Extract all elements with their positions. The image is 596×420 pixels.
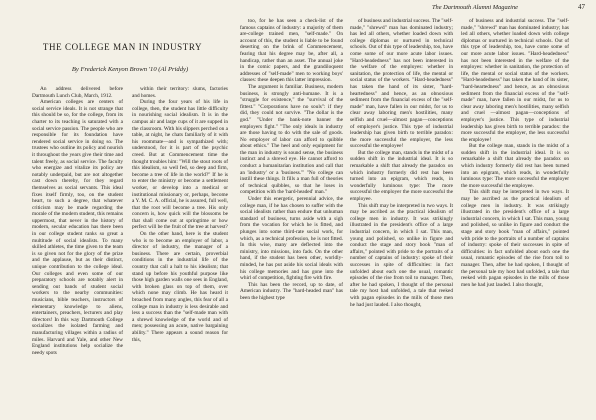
- paragraph: American colleges are centers of social service ideals. It is not strange that this should be so, for the college, from its charter to its teaching is saturated with a social service passion. The people who are responsible for its foundation have rendered social service in doing so. The trustees who outline its policy and nourish it throughout the years give their time and talent freely, as social service. The faculty who energize and vitalize its policy are notably underpaid, but are not altogether cast down thereby, for they regard themselves as social servants. This ideal fixes itself firmly, too, on the student heart, to such a degree, that whatever criticism may be made regarding the morale of the modern student, this remains uppermost, that never in the history of modern, secular education has there been in our college student ranks so great a multitude of social idealists. To many skilled athletes, the time given to the team is so given not for the glory of the prize and the applause, but as their distinct, unique contribution to the college ideal. Our colleges and even some of our preparatory schools are notably alert in sending out bands of student social workers to the nearby communities: musicians, bible teachers, instructors of elementary knowledge to aliens, entertainers, preachers, lecturers and play directors! In this way Dartmouth College socializes the isolated farming and manufacturing villages within a radius of miles. Harvard and Yale, and other New England institutions help socialize the needy spots: [32, 99, 123, 356]
- text-column-1: [32, 86, 123, 416]
- article-byline: By Frederick Kenyon Brown '10 (Al Priddy): [71, 66, 189, 73]
- text-column-4: [350, 18, 453, 416]
- text-column-2: [132, 86, 228, 416]
- paragraph: Under this energetic, perennial advice, the college man, if he has chosen to suffer with the social idealists rather than endure that unhuman standard of business, turns aside with a sigh from the vocation for which he is fitted, and plunges into some third-rate social work, for which, as a technical profession, he is not fitted. In this wise, many are deflected into the ministry, into missions, into fads. On the other hand, if the student has been other, worldly-minded, he has put aside his social ideals with his college memories and has gone into the whirl of competition, fighting fire with fire.: [240, 196, 343, 282]
- paragraph: But the college man, stands in the midst of a sudden shift in the industrial ideal. It is so remarkable a shift that already the paradox on which industry formerly did rest has been turned into an epigram, which reads, in wonderfully luminous type: The more successful the employer the more successful the employee.: [350, 149, 453, 203]
- paragraph: This has been the record, up to date, of American industry. The "hard-headed man" has been the highest type: [240, 281, 343, 301]
- paragraph: This shift may be interpreted in two ways. It may be ascribed as the practical idealism of college men in industry. It was strikingly illustrated in the president's office of a large industrial concern, in which I sat. This man, young and polished, so unlike in figure and conduct the stage and story book "man of affairs," pointed with pride to the portraits of a number of captains of industry: spoke of their successes in spite of difficulties: in fact unfolded about each one the usual, romantic episodes of the rise from toil to manager. Then, after he had spoken, I thought of the personal tale my host had unfolded, a tale that reeked with pagan episodes in the mills of those men he had just lauded. I also thought,: [461, 189, 569, 288]
- text-column-5: [461, 18, 569, 416]
- paragraph: The argument is familiar. Business, modern business, is strongly anti-humane. It is a "struggle for existence," the "survival of the fittest." "Corporations have no souls": if they did, they could not survive. "The dollar is the god." "Under the bank-note banner the employers fight." "The only ideals in industry are those having to do with the sale of goods. No employer of labor can afford to quibble about ethics." The heel and only equipment for the man in industry is sound sense, the business instinct and a shrewd eye. He cannot afford to conduct a humanitarian institution and call that an 'industry' or a 'business.'" "No college can instill these things. It fills a man full of theories of technical quibbles, so that he loses in competition with the 'hard-headed' man.": [240, 83, 343, 196]
- paragraph: But the college man, stands in the midst of a sudden shift in the industrial ideal. It is so remarkable a shift that already the paradox on which industry formerly did rest has been turned into an epigram, which reads, in wonderfully luminous type: The more successful the employer the more successful the employee.: [461, 143, 569, 189]
- text-column-3: [240, 18, 343, 416]
- paragraph: An address delivered before Dartmouth Lunch Club, March, 1912.: [32, 86, 123, 99]
- running-header: The Dartmouth Alumni Magazine: [432, 4, 518, 11]
- paragraph: On the other hand, here is the student who is to become an employer of labor, a director of industry, the manager of a business. There are certain, proverbial conditions in the industrial life of the country that call a halt to his idealism; that stand up before his youthful purpose like those high garden walls one sees in England, with broken glass on top of them, over which none may climb. He has heard it broached from many angles, this fear of all a college man in industry is less desirable and less a success than the "self-made man with a shrewd knowledge of the world and of men; possessing an acute, native bargaining ability." There appears a sound reason for this,: [132, 231, 228, 343]
- page-number: 47: [578, 3, 585, 11]
- paragraph: of business and industrial success. The "self-made," "shrewd" man has dominated industry; has led all others, whether loaded down with college diplomas or nurtured in technical schools. Out of this type of leadership, too, have come some of our more acute labor issues. "Hard-headedness" has not been interested in the welfare of the employes: whether in sanitation, the protection of life, the mental or social status of the workers. "Hard-headedness" has taken the hand of its sister, "hard-heartedness" and hence, as an obnoxious sediment from the financial excess of the "self-made" man, have fallen in our midst, for us to clear away laboring men's hostilities, many selfish and cruel —almost pagan—conceptions of employer's justice. This type of industrial leadership has given birth to terrible paradox: the more successful the employer, the less successful the employee!: [461, 18, 569, 143]
- paragraph: During the four years of his life in college, then, the student has little difficulty in nourishing social idealism. It is in the campus air and large cups of it are supped in the classroom. With his slippers perched on a table, at night, he chats familiarly of it with his roommate—and is sympathized with; understood, for it is part of the psychic creed. But at Commencement time the thought troubles him: "Will the stout roots of this idealism, so well fed, so deep and firm, become a tree of life in the world?" If he is to enter the ministry or become a settlement worker, or develop into a medical or institutional missionary or, perhaps, become a Y. M. C. A. official, he is assured, full well, that the root will become a tree. His only concern is, how quick will the blossoms be that shall come out at springtime or how perfect will be the fruit of the tree at harvest?: [132, 99, 228, 231]
- paragraph: within their territory: slums, factories and homes.: [132, 86, 228, 99]
- paragraph: of business and industrial success. The "self-made," "shrewd" man has dominated industry; has led all others, whether loaded down with college diplomas or nurtured in technical schools. Out of this type of leadership, too, have come some of our more acute labor issues. "Hard-headedness" has not been interested in the welfare of the employes: whether in sanitation, the protection of life, the mental or social status of the workers. "Hard-headedness" has taken the hand of its sister, "hard-heartedness" and hence, as an obnoxious sediment from the financial excess of the "self-made" man, have fallen in our midst, for us to clear away laboring men's hostilities, many selfish and cruel—almost pagan—conceptions of employer's justice. This type of industrial leadership has given birth to terrible paradox: the more successful the employer, the less successful the employee!: [350, 18, 453, 150]
- paragraph: too, for he has seen a check-list of the famous captains of industry: a majority of them are-college trained men, "self-made." On account of this, the student is liable to be found deserting on the brink of Commencement, fearing that his degree may be, after all, a handicap, rather than an asset. The annual joke in the comic papers, and the grandiloquent addresses of "self-made" men to working boys' classes: these deepen this latter impression.: [240, 18, 343, 84]
- article-title: THE COLLEGE MAN IN INDUSTRY: [42, 42, 203, 52]
- paragraph: This shift may be interpreted in two ways. It may be ascribed as the practical idealism of college men in industry. It was strikingly illustrated in the president's office of a large industrial concern, in which I sat. This man, young and polished, so unlike in figure and conduct the stage and story book "man of affairs," pointed with pride to the portraits of a number of captains of industry: spoke of their successes in spite of difficulties: in fact unfolded about each one the usual, romantic episodes of the rise from toil to manager. Then, after he had spoken, I thought of the personal tale my host had unfolded, a tale that reeked with pagan episodes in the mills of those men he had just lauded. I also thought,: [350, 202, 453, 308]
